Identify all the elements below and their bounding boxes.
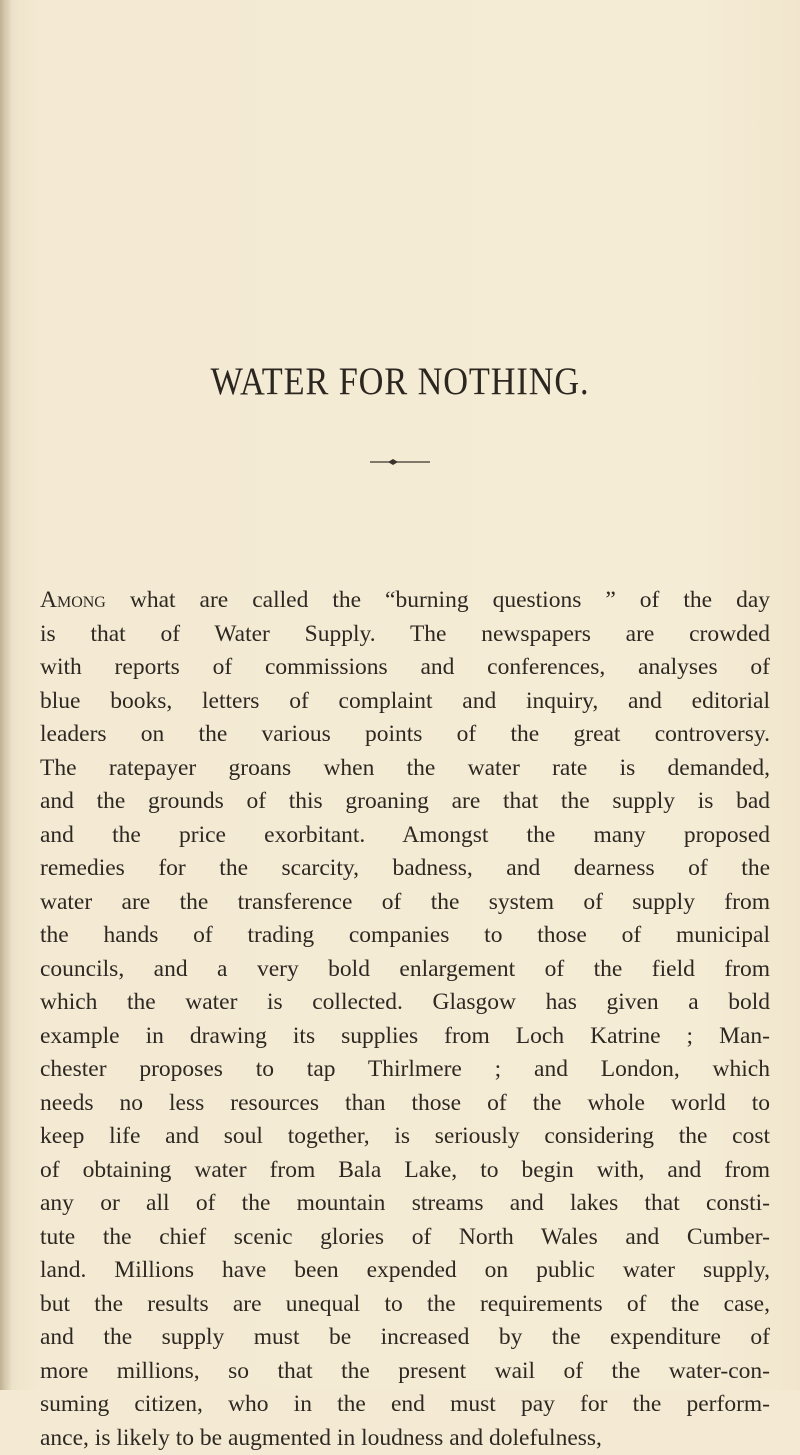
text-line: suming citizen, who in the end must pay for the perform- — [40, 1388, 770, 1422]
text-line: and the price exorbitant. Amongst the many proposed — [40, 819, 770, 853]
text-line: and the grounds of this groaning are that the supply is bad — [40, 785, 770, 819]
text-line: land. Millions have been expended on public water supply, — [40, 1254, 770, 1288]
text-line: keep life and soul together, is seriously considering the cost — [40, 1120, 770, 1154]
text-line: with reports of commissions and conferences, analyses of — [40, 651, 770, 685]
text-line: of obtaining water from Bala Lake, to begin with, and from — [40, 1154, 770, 1188]
text-line: Among what are called the “burning questions ” of the day — [40, 584, 770, 618]
lead-word: Among — [40, 587, 106, 613]
text-line: the hands of trading companies to those of municipal — [40, 919, 770, 953]
text-line: is that of Water Supply. The newspapers are crowded — [40, 618, 770, 652]
text-line: water are the transference of the system of supply from — [40, 886, 770, 920]
text-line: needs no less resources than those of the whole world to — [40, 1087, 770, 1121]
text-line: tute the chief scenic glories of North Wales and Cumber- — [40, 1221, 770, 1255]
text-line: ance, is likely to be augmented in loudness and dolefulness, — [40, 1422, 770, 1455]
binding-gutter — [0, 0, 12, 1390]
text-line: and the supply must be increased by the expenditure of — [40, 1321, 770, 1355]
text-line: any or all of the mountain streams and lakes that consti- — [40, 1187, 770, 1221]
text-line: blue books, letters of complaint and inquiry, and editorial — [40, 685, 770, 719]
text-line: The ratepayer groans when the water rate is demanded, — [40, 752, 770, 786]
text-line: remedies for the scarcity, badness, and dearness of the — [40, 852, 770, 886]
body-paragraph — [40, 584, 770, 1455]
page-title: WATER FOR NOTHING. — [48, 362, 752, 401]
text-line: leaders on the various points of the great controversy. — [40, 718, 770, 752]
text-line: chester proposes to tap Thirlmere ; and London, which — [40, 1053, 770, 1087]
text-line: which the water is collected. Glasgow has given a bold — [40, 986, 770, 1020]
text-line: councils, and a very bold enlargement of the field from — [40, 953, 770, 987]
text-line: example in drawing its supplies from Loch Katrine ; Man- — [40, 1020, 770, 1054]
text-line: more millions, so that the present wail of the water-con- — [40, 1355, 770, 1389]
ornament-divider — [370, 458, 430, 466]
text-line: but the results are unequal to the requirements of the case, — [40, 1288, 770, 1322]
